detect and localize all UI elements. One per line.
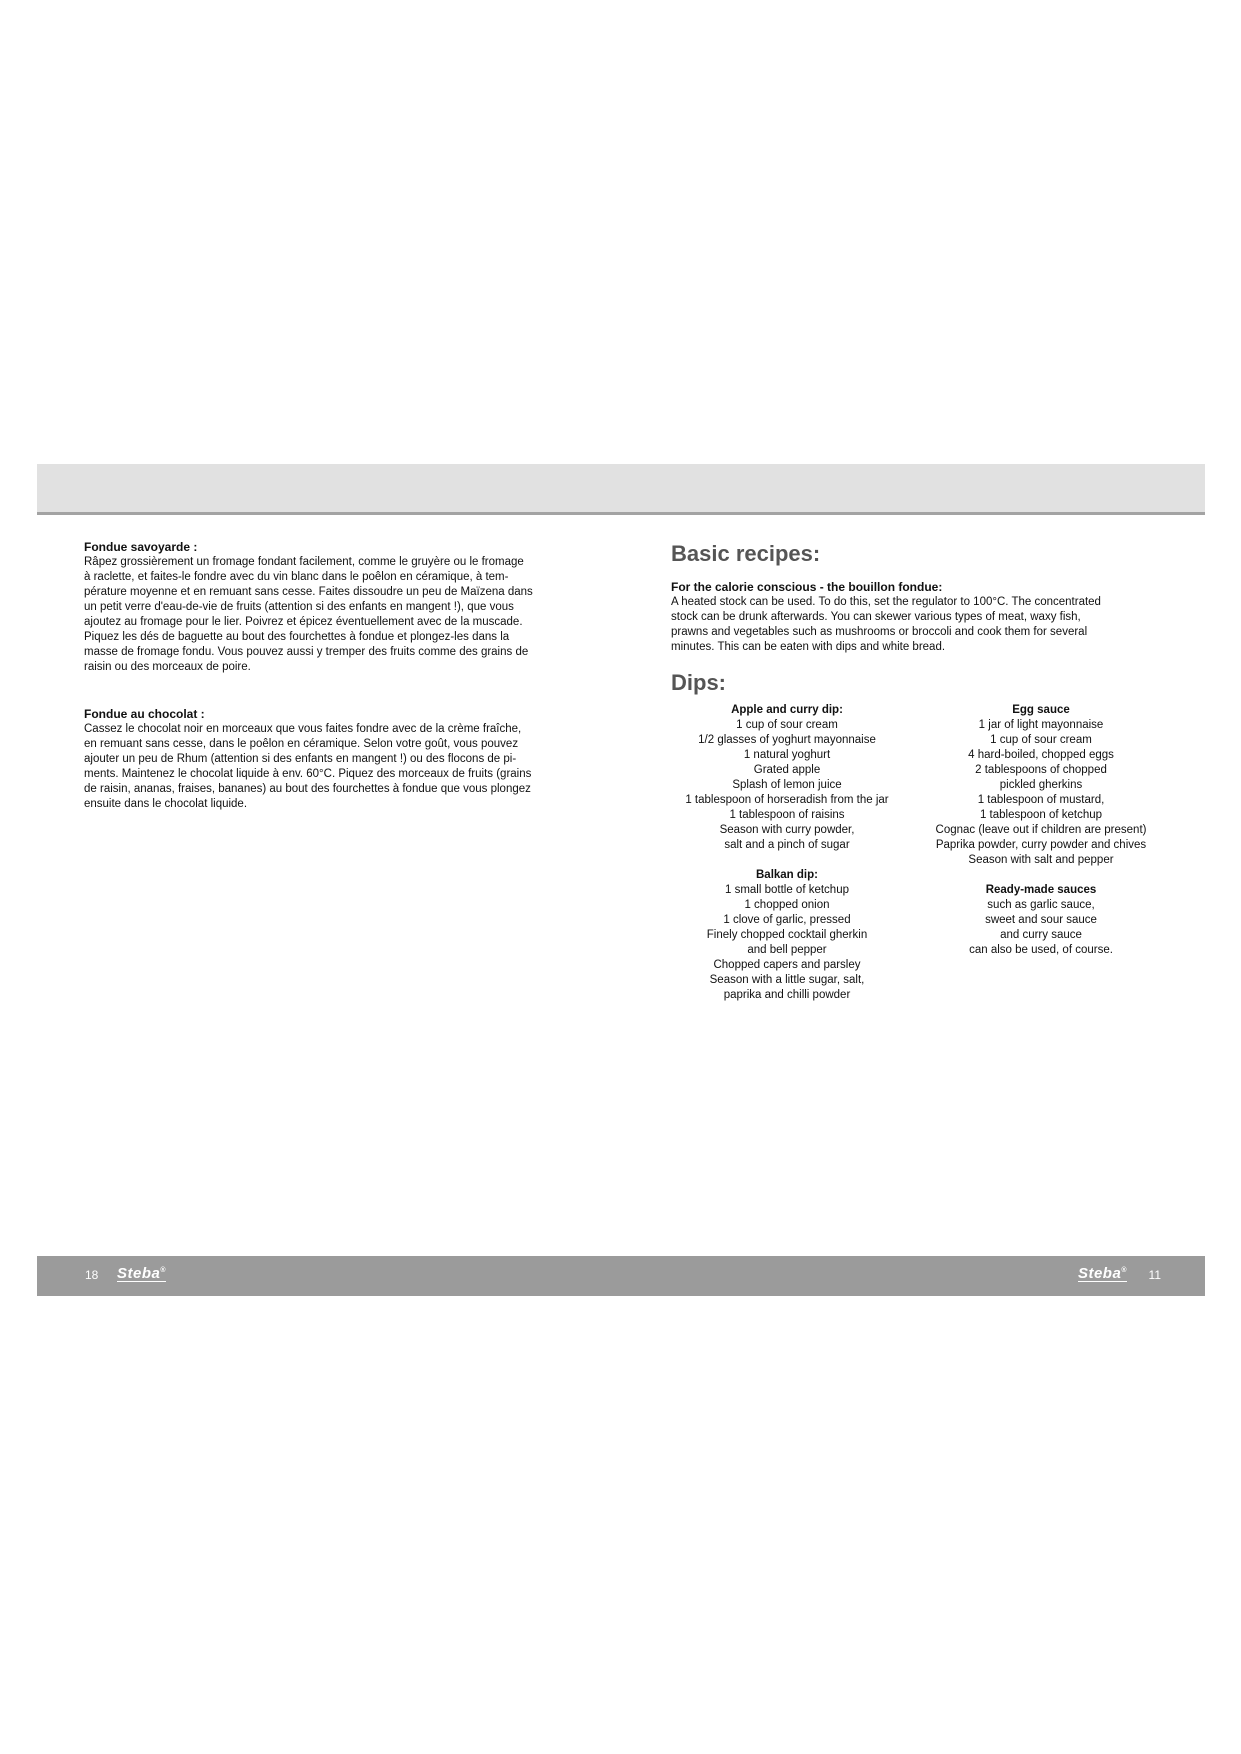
ingredient: 1 cup of sour cream	[736, 719, 838, 731]
ingredient: Cognac (leave out if children are present)	[935, 824, 1147, 836]
ingredient: 1 tablespoon of mustard,	[977, 794, 1105, 806]
ingredient: 1 jar of light mayonnaise	[978, 719, 1104, 731]
right-page-content	[671, 540, 1171, 1023]
paragraph-line: minutes. This can be eaten with dips and white bread.	[671, 641, 946, 653]
dips-heading: Dips:	[671, 670, 726, 695]
steba-logo-right: Steba®	[1077, 1265, 1127, 1282]
ingredient: 1 tablespoon of ketchup	[979, 809, 1103, 821]
paragraph-line: un petit verre d'eau-de-vie de fruits (attention si des enfants en mangent !), que vous	[84, 601, 514, 613]
dip-title: Balkan dip:	[756, 869, 818, 881]
dip-title: Apple and curry dip:	[731, 704, 843, 716]
ingredient: such as garlic sauce,	[987, 899, 1095, 911]
right-page-number: 11	[1148, 1268, 1161, 1282]
paragraph-line: ajouter un peu de Rhum (attention si des enfants en mangent !) ou des flocons de pi-	[84, 753, 517, 765]
dip-title: Ready-made sauces	[985, 884, 1097, 896]
ingredient: pickled gherkins	[999, 779, 1083, 791]
ingredient: paprika and chilli powder	[723, 989, 851, 1001]
ingredient: 1 cup of sour cream	[990, 734, 1092, 746]
paragraph-line: en remuant sans cesse, dans le poêlon en céramique. Selon votre goût, vous pouvez	[84, 738, 519, 750]
ingredient: Splash of lemon juice	[732, 779, 842, 791]
ingredient: Season with curry powder,	[719, 824, 855, 836]
left-page-number: 18	[85, 1268, 99, 1282]
dips-left-column	[671, 703, 903, 1003]
fondue-savoyarde-section	[84, 540, 644, 675]
paragraph-line: ajoutez au fromage pour le lier. Poivrez et épicez éventuellement avec de la muscade.	[84, 616, 523, 628]
paragraph-line: ensuite dans le chocolat liquide.	[84, 798, 248, 810]
ingredient: 1 natural yoghurt	[743, 749, 831, 761]
steba-logo-left: Steba®	[117, 1265, 167, 1282]
ingredient: 1/2 glasses of yoghurt mayonnaise	[698, 734, 876, 746]
ingredient: 1 small bottle of ketchup	[724, 884, 849, 896]
bouillon-title: For the calorie conscious - the bouillon fondue:	[671, 580, 943, 594]
ingredient: salt and a pinch of sugar	[724, 839, 850, 851]
fondue-chocolat-section	[84, 707, 644, 812]
dips-grid	[671, 703, 1171, 1023]
header-band	[37, 464, 1205, 515]
egg-sauce	[916, 703, 1166, 868]
ingredient: and bell pepper	[747, 944, 827, 956]
ingredient: Finely chopped cocktail gherkin	[706, 929, 868, 941]
fondue-chocolat-title: Fondue au chocolat :	[84, 707, 205, 721]
paragraph-line: Cassez le chocolat noir en morceaux que vous faites fondre avec de la crème fraîche,	[84, 723, 522, 735]
ingredient: 1 clove of garlic, pressed	[723, 914, 851, 926]
paragraph-line: à raclette, et faites-le fondre avec du vin blanc dans le poêlon en céramique, à tem-	[84, 571, 509, 583]
paragraph-line: raisin ou des morceaux de poire.	[84, 661, 251, 673]
dip-title: Egg sauce	[1012, 704, 1070, 716]
apple-curry-dip	[671, 703, 903, 853]
ingredient: Paprika powder, curry powder and chives	[935, 839, 1147, 851]
ingredient: Grated apple	[753, 764, 821, 776]
footer-band	[37, 1256, 1205, 1296]
ingredient: 4 hard-boiled, chopped eggs	[968, 749, 1114, 761]
paragraph-line: A heated stock can be used. To do this, set the regulator to 100°C. The concentrated	[671, 596, 1101, 608]
paragraph-line: masse de fromage fondu. Vous pouvez aussi y tremper des fruits comme des grains de	[84, 646, 529, 658]
ingredient: 2 tablespoons of chopped	[975, 764, 1107, 776]
ingredient: sweet and sour sauce	[985, 914, 1097, 926]
ingredient: 1 tablespoon of raisins	[729, 809, 845, 821]
paragraph-line: stock can be drunk afterwards. You can skewer various types of meat, waxy fish,	[671, 611, 1081, 623]
ingredient: 1 tablespoon of horseradish from the jar	[685, 794, 889, 806]
basic-recipes-heading: Basic recipes:	[671, 541, 821, 566]
balkan-dip	[671, 868, 903, 1003]
ingredient: and curry sauce	[1000, 929, 1082, 941]
fondue-savoyarde-title: Fondue savoyarde :	[84, 540, 198, 554]
ingredient: can also be used, of course.	[969, 944, 1113, 956]
ingredient: 1 chopped onion	[744, 899, 830, 911]
paragraph-line: pérature moyenne et en remuant sans cesse. Faites dissoudre un peu de Maïzena dans	[84, 586, 533, 598]
ingredient: Season with salt and pepper	[968, 854, 1114, 866]
paragraph-line: Piquez les dés de baguette au bout des fourchettes à fondue et plongez-les dans la	[84, 631, 510, 643]
dips-right-column	[916, 703, 1166, 958]
paragraph-line: de raisin, ananas, fraises, bananes) au bout des fourchettes à fondue que vous plongez	[84, 783, 531, 795]
ready-made-sauces	[916, 883, 1166, 958]
ingredient: Chopped capers and parsley	[713, 959, 861, 971]
ingredient: Season with a little sugar, salt,	[709, 974, 865, 986]
left-page-content	[84, 540, 644, 812]
paragraph-line: prawns and vegetables such as mushrooms or broccoli and cook them for several	[671, 626, 1088, 638]
paragraph-line: Râpez grossièrement un fromage fondant facilement, comme le gruyère ou le fromage	[84, 556, 524, 568]
paragraph-line: ments. Maintenez le chocolat liquide à env. 60°C. Piquez des morceaux de fruits (grains	[84, 768, 532, 780]
